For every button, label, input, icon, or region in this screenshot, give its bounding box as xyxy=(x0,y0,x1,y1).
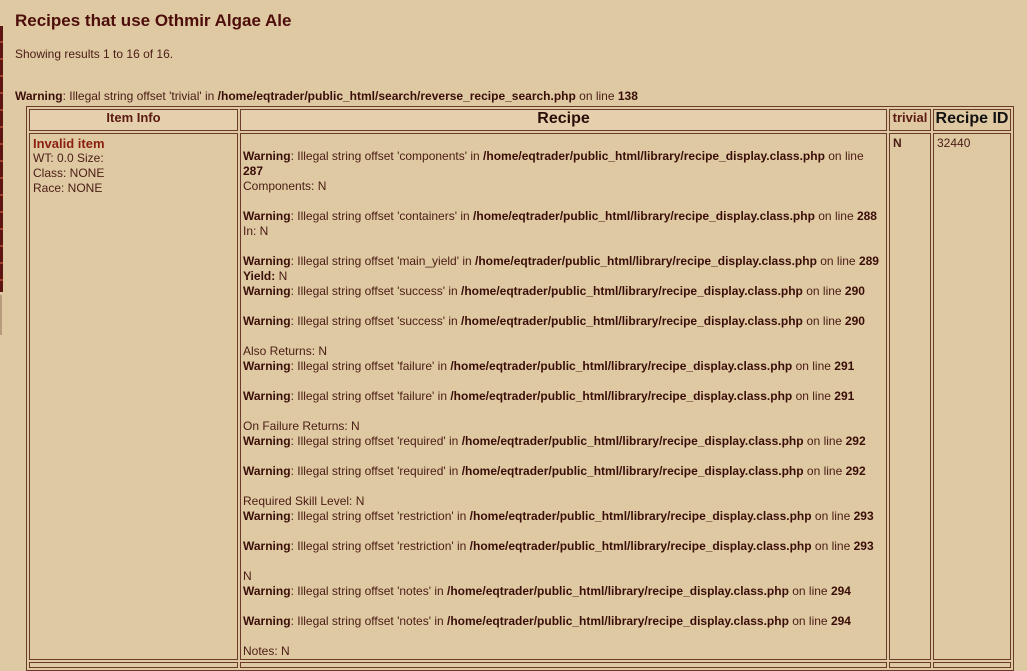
restriction-value-line: N xyxy=(243,569,252,583)
item-info-cell xyxy=(29,133,238,660)
warning-online: on line xyxy=(788,614,831,628)
warning-restriction-1 xyxy=(243,509,886,524)
components-line: Components: N xyxy=(243,179,327,193)
left-edge-bar-lower xyxy=(0,295,2,335)
warning-path: /home/eqtrader/public_html/library/recipe_display.class.php xyxy=(447,584,789,598)
warning-label: Warning xyxy=(243,284,291,298)
warning-online: on line xyxy=(814,209,857,223)
warning-text: : Illegal string offset 'failure' in xyxy=(290,389,451,403)
warning-required-2 xyxy=(243,464,886,479)
warning-line: 287 xyxy=(243,164,264,178)
item-race: Race: NONE xyxy=(33,181,103,195)
warning-path: /home/eqtrader/public_html/library/recipe_display.class.php xyxy=(447,614,789,628)
warning-line: 291 xyxy=(834,389,855,403)
warning-online: on line xyxy=(811,509,854,523)
required-skill-line: Required Skill Level: N xyxy=(243,494,365,508)
warning-label: Warning xyxy=(243,209,291,223)
next-row-cell xyxy=(240,662,887,668)
warning-success-1 xyxy=(243,284,886,299)
warning-path: /home/eqtrader/public_html/search/reverse_recipe_search.php xyxy=(217,89,576,103)
warning-online: on line xyxy=(816,254,859,268)
header-item-info: Item Info xyxy=(29,109,238,131)
recipe-cell xyxy=(240,133,887,660)
warning-label: Warning xyxy=(243,509,291,523)
warning-containers xyxy=(243,209,886,224)
warning-line: 293 xyxy=(853,509,874,523)
table-header-row xyxy=(29,109,1011,131)
warning-failure-1 xyxy=(243,359,886,374)
header-recipe-id: Recipe ID xyxy=(933,109,1011,131)
header-trivial: trivial xyxy=(889,109,931,131)
yield-label: Yield: xyxy=(243,269,276,283)
warning-text: : Illegal string offset 'failure' in xyxy=(290,359,451,373)
warning-required-1 xyxy=(243,434,886,449)
warning-line: 294 xyxy=(830,614,851,628)
warning-label: Warning xyxy=(243,464,291,478)
warning-online: on line xyxy=(803,434,846,448)
warning-line: 288 xyxy=(856,209,877,223)
table-row xyxy=(29,662,1011,668)
warning-line: 294 xyxy=(830,584,851,598)
warning-online: on line xyxy=(811,539,854,553)
warning-text: : Illegal string offset 'success' in xyxy=(290,284,461,298)
warning-line: 138 xyxy=(617,89,638,103)
warning-components xyxy=(243,149,886,179)
top-warning xyxy=(15,89,638,103)
warning-path: /home/eqtrader/public_html/library/recipe_display.class.php xyxy=(450,389,793,403)
warning-online: on line xyxy=(792,389,835,403)
item-name-link[interactable]: Invalid item xyxy=(33,136,105,151)
warning-online: on line xyxy=(575,89,618,103)
next-row-cell xyxy=(889,662,931,668)
yield-value: N xyxy=(275,269,288,283)
left-edge-bar xyxy=(0,26,3,292)
warning-text: : Illegal string offset 'main_yield' in xyxy=(290,254,476,268)
warning-line: 292 xyxy=(845,464,866,478)
page-title: Recipes that use Othmir Algae Ale xyxy=(15,11,292,30)
header-recipe: Recipe xyxy=(240,109,887,131)
warning-path: /home/eqtrader/public_html/library/recipe_display.class.php xyxy=(473,209,815,223)
warning-text: : Illegal string offset 'containers' in xyxy=(290,209,474,223)
warning-notes-2 xyxy=(243,614,886,629)
warning-path: /home/eqtrader/public_html/library/recipe_display.class.php xyxy=(450,359,793,373)
warning-label: Warning xyxy=(243,434,291,448)
item-weight-size: WT: 0.0 Size: xyxy=(33,151,104,165)
warning-text: : Illegal string offset 'components' in xyxy=(290,149,484,163)
warning-restriction-2 xyxy=(243,539,886,554)
next-row-cell xyxy=(29,662,238,668)
warning-online: on line xyxy=(788,584,831,598)
warning-path: /home/eqtrader/public_html/library/recipe_display.class.php xyxy=(475,254,817,268)
recipe-table xyxy=(26,106,1014,671)
warning-label: Warning xyxy=(243,539,291,553)
yield-line xyxy=(243,269,886,284)
warning-line: 293 xyxy=(853,539,874,553)
warning-line: 291 xyxy=(834,359,855,373)
warning-online: on line xyxy=(792,359,835,373)
warning-text: : Illegal string offset 'notes' in xyxy=(290,584,448,598)
warning-success-2 xyxy=(243,314,886,329)
next-row-cell xyxy=(933,662,1011,668)
trivial-cell: N xyxy=(889,133,931,660)
also-returns-line: Also Returns: N xyxy=(243,344,328,358)
notes-line: Notes: N xyxy=(243,644,290,658)
recipe-id-cell: 32440 xyxy=(933,133,1011,660)
warning-path: /home/eqtrader/public_html/library/recipe_display.class.php xyxy=(461,284,803,298)
warning-label: Warning xyxy=(243,584,291,598)
warning-label: Warning xyxy=(15,89,63,103)
warning-text: : Illegal string offset 'restriction' in xyxy=(290,509,470,523)
warning-text: : Illegal string offset 'restriction' in xyxy=(290,539,470,553)
warning-label: Warning xyxy=(243,254,291,268)
warning-path: /home/eqtrader/public_html/library/recipe_display.class.php xyxy=(461,314,803,328)
warning-failure-2 xyxy=(243,389,886,404)
warning-line: 290 xyxy=(844,284,865,298)
warning-online: on line xyxy=(802,284,845,298)
on-failure-returns-line: On Failure Returns: N xyxy=(243,419,360,433)
warning-line: 290 xyxy=(844,314,865,328)
warning-path: /home/eqtrader/public_html/library/recipe_display.class.php xyxy=(461,464,804,478)
warning-path: /home/eqtrader/public_html/library/recipe_display.class.php xyxy=(469,539,812,553)
warning-notes-1 xyxy=(243,584,886,599)
table-row xyxy=(29,133,1011,660)
in-line: In: N xyxy=(243,224,269,238)
warning-online: on line xyxy=(803,464,846,478)
warning-line: 292 xyxy=(845,434,866,448)
warning-text: : Illegal string offset 'required' in xyxy=(290,434,462,448)
warning-label: Warning xyxy=(243,614,291,628)
warning-path: /home/eqtrader/public_html/library/recipe_display.class.php xyxy=(461,434,804,448)
warning-text: : Illegal string offset 'required' in xyxy=(290,464,462,478)
item-class: Class: NONE xyxy=(33,166,105,180)
warning-main-yield xyxy=(243,254,886,269)
warning-label: Warning xyxy=(243,389,291,403)
warning-line: 289 xyxy=(858,254,879,268)
warning-text: : Illegal string offset 'success' in xyxy=(290,314,461,328)
warning-online: on line xyxy=(824,149,864,163)
warning-label: Warning xyxy=(243,314,291,328)
warning-label: Warning xyxy=(243,149,291,163)
warning-online: on line xyxy=(802,314,845,328)
results-count: Showing results 1 to 16 of 16. xyxy=(15,47,174,61)
warning-path: /home/eqtrader/public_html/library/recipe_display.class.php xyxy=(483,149,825,163)
warning-path: /home/eqtrader/public_html/library/recipe_display.class.php xyxy=(469,509,812,523)
warning-text: : Illegal string offset 'notes' in xyxy=(290,614,448,628)
warning-label: Warning xyxy=(243,359,291,373)
warning-text: : Illegal string offset 'trivial' in xyxy=(62,89,218,103)
